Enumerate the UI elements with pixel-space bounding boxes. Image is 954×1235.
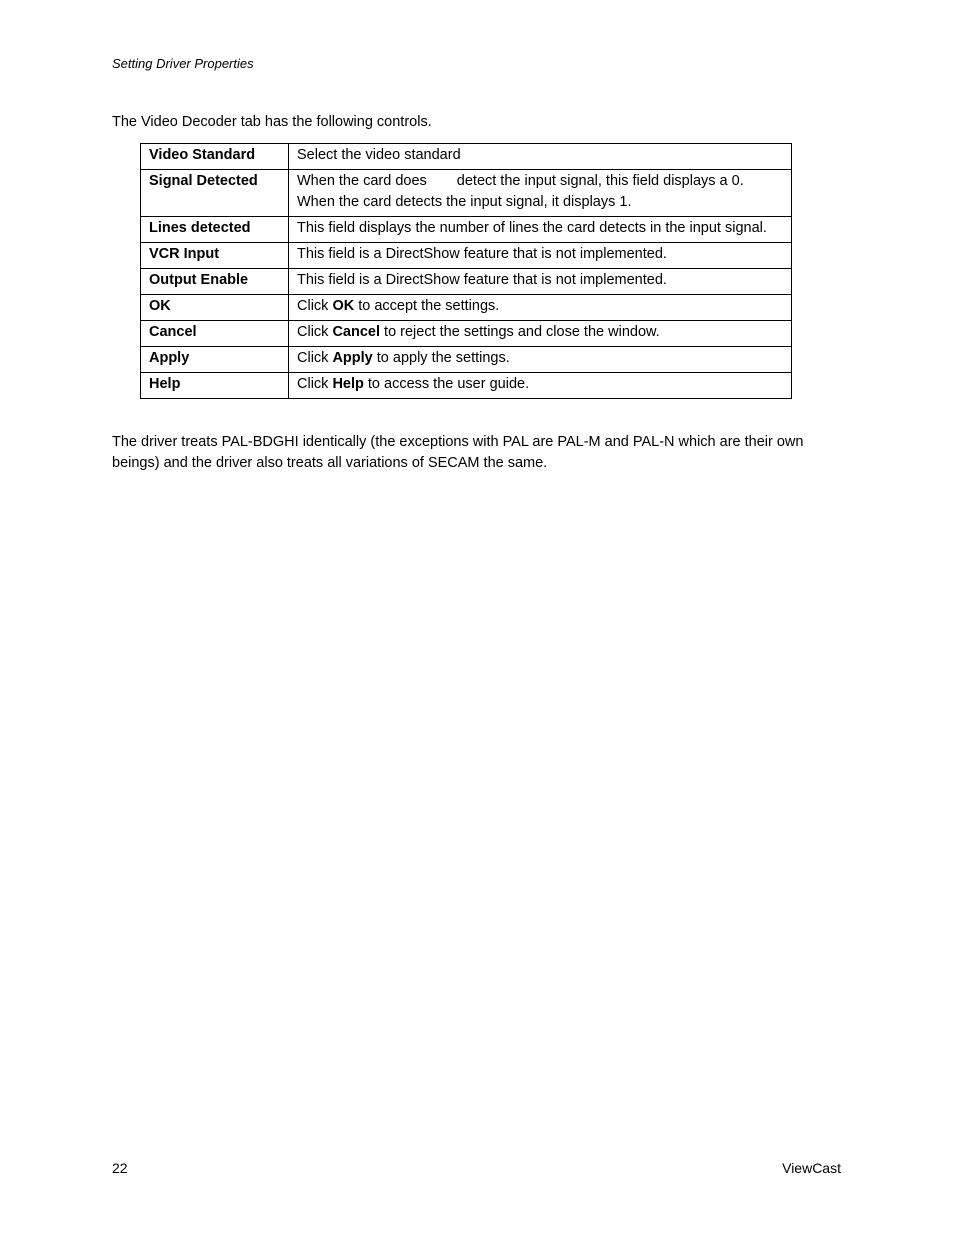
control-description [289,217,792,243]
description-bold-term: OK [332,298,355,314]
description-text: Click [297,324,333,340]
control-term: Lines detected [141,217,289,243]
running-header: Setting Driver Properties [112,56,254,71]
description-text: detect the input signal, this field displays a 0. When the card detects the input signal, it displays 1. [297,173,744,210]
control-description [289,295,792,321]
description-bold-term: Help [332,376,364,392]
control-description [289,269,792,295]
description-text: to apply the settings. [372,350,510,366]
control-term: Signal Detected [141,170,289,217]
description-bold-term: Cancel [332,324,381,340]
table-row [141,269,792,295]
description-text: This field is a DirectShow feature that is not implemented. [297,246,667,262]
description-text: Select the video standard [297,147,461,163]
description-text: When the card does [297,173,427,189]
description-text: to accept the settings. [354,298,500,314]
table-row [141,170,792,217]
controls-table [140,143,792,399]
table-row [141,144,792,170]
table-row [141,217,792,243]
description-text: to reject the settings and close the window. [380,324,660,340]
description-text: Click [297,376,333,392]
control-term: Cancel [141,321,289,347]
control-term: OK [141,295,289,321]
control-term: VCR Input [141,243,289,269]
table-row [141,295,792,321]
description-text: to access the user guide. [363,376,530,392]
control-description [289,321,792,347]
control-description [289,373,792,399]
description-text: This field is a DirectShow feature that is not implemented. [297,272,667,288]
intro-paragraph: The Video Decoder tab has the following controls. [112,114,432,130]
page-number: 22 [112,1160,128,1176]
description-bold-term: Apply [332,350,373,366]
control-description [289,243,792,269]
control-description [289,170,792,217]
description-text: Click [297,298,333,314]
footer-brand: ViewCast [782,1160,841,1176]
control-term: Apply [141,347,289,373]
table-row [141,347,792,373]
table-row [141,243,792,269]
description-text: This field displays the number of lines the card detects in the input signal. [297,220,767,236]
closing-paragraph: The driver treats PAL-BDGHI identically (the exceptions with PAL are PAL-M and PAL-N which are their own beings) and the driver also treats all variations of SECAM the same. [112,434,804,471]
control-term: Help [141,373,289,399]
control-description [289,144,792,170]
table-row [141,373,792,399]
control-term: Video Standard [141,144,289,170]
description-text: Click [297,350,333,366]
control-description [289,347,792,373]
table-row [141,321,792,347]
control-term: Output Enable [141,269,289,295]
